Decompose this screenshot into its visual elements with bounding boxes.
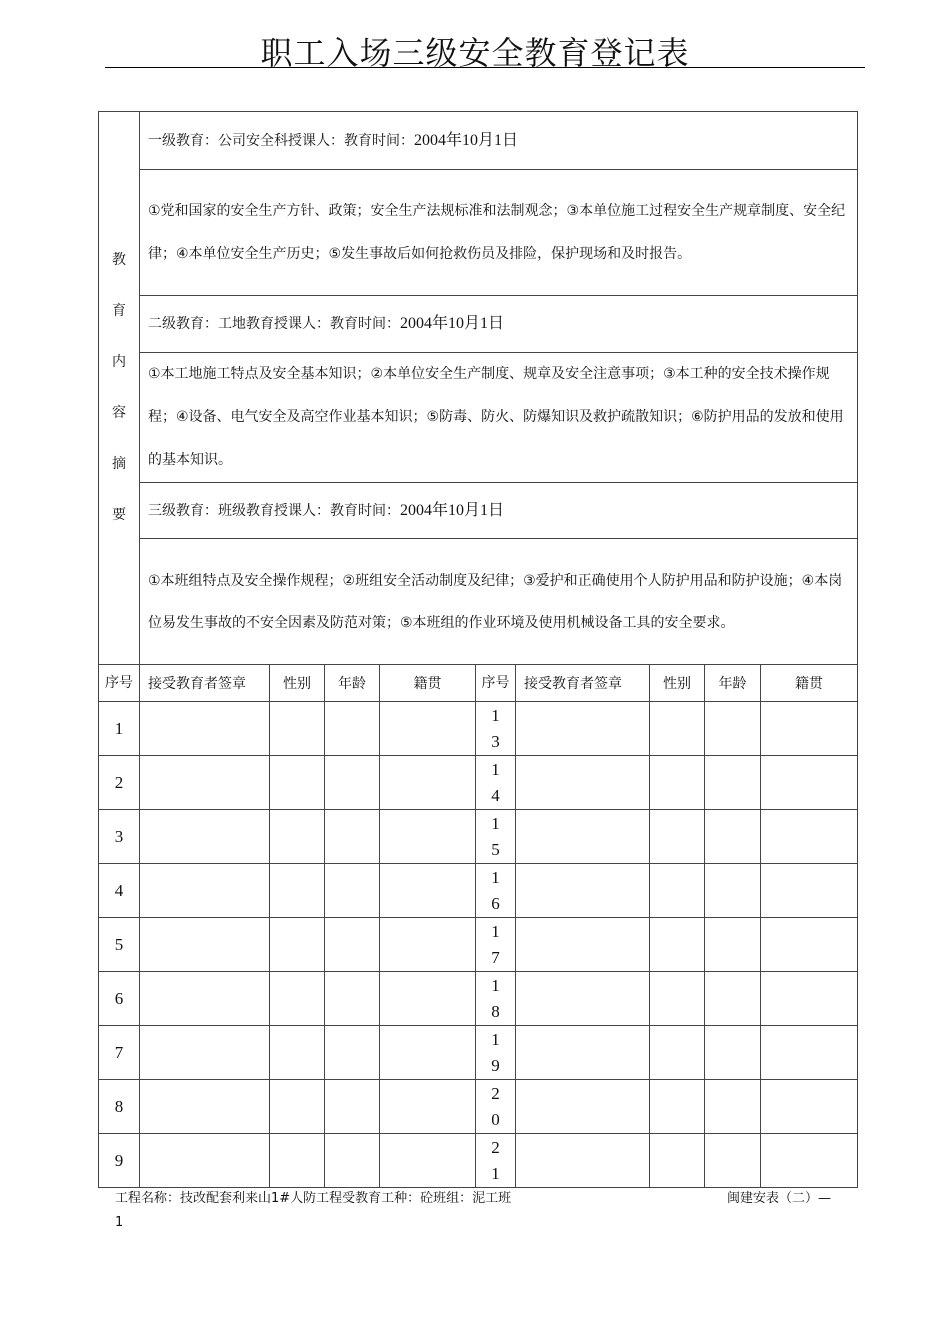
gender-cell[interactable] xyxy=(270,918,325,972)
education-content-summary-label xyxy=(99,112,140,665)
origin-cell[interactable] xyxy=(761,1026,858,1080)
side-char: 育 xyxy=(112,303,126,319)
seq-right: 15 xyxy=(476,810,516,864)
table-row xyxy=(99,702,858,756)
origin-cell[interactable] xyxy=(761,702,858,756)
origin-cell[interactable] xyxy=(380,702,476,756)
seq-right: 18 xyxy=(476,972,516,1026)
table-row xyxy=(99,810,858,864)
age-cell[interactable] xyxy=(705,756,761,810)
signature-cell[interactable] xyxy=(516,864,650,918)
level-2-heading-text: 二级教育：工地教育授课人：教育时间： xyxy=(148,316,400,332)
gender-cell[interactable] xyxy=(650,810,705,864)
table-row xyxy=(99,918,858,972)
origin-cell[interactable] xyxy=(761,918,858,972)
seq-left: 1 xyxy=(99,702,140,756)
age-cell[interactable] xyxy=(705,810,761,864)
page-title: 职工入场三级安全教育登记表 xyxy=(260,34,690,72)
origin-cell[interactable] xyxy=(380,972,476,1026)
seq-left: 5 xyxy=(99,918,140,972)
gender-cell[interactable] xyxy=(270,810,325,864)
gender-cell[interactable] xyxy=(650,972,705,1026)
origin-cell[interactable] xyxy=(761,972,858,1026)
project-info: 工程名称：技改配套利来山1#人防工程受教育工种：砼班组：泥工班 xyxy=(115,1191,512,1206)
side-char: 容 xyxy=(112,405,126,421)
col-origin-left: 籍贯 xyxy=(380,665,476,702)
signature-cell[interactable] xyxy=(140,972,270,1026)
col-seq-left: 序号 xyxy=(99,665,140,702)
origin-cell[interactable] xyxy=(380,864,476,918)
origin-cell[interactable] xyxy=(380,918,476,972)
col-gender-right: 性别 xyxy=(650,665,705,702)
level-3-date: 2004年10月1日 xyxy=(400,501,505,519)
signature-cell[interactable] xyxy=(516,1134,650,1188)
seq-right: 16 xyxy=(476,864,516,918)
gender-cell[interactable] xyxy=(650,918,705,972)
origin-cell[interactable] xyxy=(761,864,858,918)
age-cell[interactable] xyxy=(705,1080,761,1134)
origin-cell[interactable] xyxy=(380,1026,476,1080)
table-row xyxy=(99,1080,858,1134)
origin-cell[interactable] xyxy=(380,1134,476,1188)
signature-cell[interactable] xyxy=(516,918,650,972)
seq-right: 20 xyxy=(476,1080,516,1134)
level-1-date: 2004年10月1日 xyxy=(414,131,519,149)
age-cell[interactable] xyxy=(705,918,761,972)
gender-cell[interactable] xyxy=(650,702,705,756)
level-2-topics: ①本工地施工特点及安全基本知识；②本单位安全生产制度、规章及安全注意事项；③本工种的安全技术操作规程；④设备、电气安全及高空作业基本知识；⑤防毒、防火、防爆知识及救护疏散知识；⑥防护用品的发放和使用的基本知识。 xyxy=(140,353,858,483)
seq-left: 8 xyxy=(99,1080,140,1134)
signature-cell[interactable] xyxy=(516,810,650,864)
level-2-heading xyxy=(140,296,858,353)
gender-cell[interactable] xyxy=(270,702,325,756)
side-char: 内 xyxy=(112,354,126,370)
age-cell[interactable] xyxy=(325,864,380,918)
gender-cell[interactable] xyxy=(270,1134,325,1188)
age-cell[interactable] xyxy=(325,1080,380,1134)
table-row xyxy=(99,864,858,918)
side-char: 要 xyxy=(112,507,126,523)
table-row xyxy=(99,1134,858,1188)
form-code: 闽建安表（二）— xyxy=(727,1191,832,1206)
level-3-heading-text: 三级教育：班级教育授课人：教育时间： xyxy=(148,502,400,519)
col-signature-left: 接受教育者签章 xyxy=(140,665,270,702)
col-seq-right: 序号 xyxy=(476,665,516,702)
signature-cell[interactable] xyxy=(140,756,270,810)
title-underline xyxy=(105,67,865,68)
seq-right: 14 xyxy=(476,756,516,810)
age-cell[interactable] xyxy=(325,1026,380,1080)
seq-left: 6 xyxy=(99,972,140,1026)
col-age-right: 年龄 xyxy=(705,665,761,702)
col-gender-left: 性别 xyxy=(270,665,325,702)
origin-cell[interactable] xyxy=(761,1080,858,1134)
age-cell[interactable] xyxy=(325,1134,380,1188)
seq-left: 3 xyxy=(99,810,140,864)
gender-cell[interactable] xyxy=(650,1080,705,1134)
origin-cell[interactable] xyxy=(380,810,476,864)
age-cell[interactable] xyxy=(325,918,380,972)
level-3-topics: ①本班组特点及安全操作规程；②班组安全活动制度及纪律；③爱护和正确使用个人防护用品和防护设施；④本岗位易发生事故的不安全因素及防范对策；⑤本班组的作业环境及使用机械设备工具的安全要求。 xyxy=(140,539,858,665)
age-cell[interactable] xyxy=(325,702,380,756)
seq-right: 21 xyxy=(476,1134,516,1188)
col-age-left: 年龄 xyxy=(325,665,380,702)
signature-cell[interactable] xyxy=(140,810,270,864)
age-cell[interactable] xyxy=(705,972,761,1026)
gender-cell[interactable] xyxy=(270,864,325,918)
origin-cell[interactable] xyxy=(380,756,476,810)
level-1-heading-text: 一级教育：公司安全科授课人：教育时间： xyxy=(148,132,414,149)
signature-cell[interactable] xyxy=(140,918,270,972)
signature-cell[interactable] xyxy=(516,756,650,810)
col-origin-right: 籍贯 xyxy=(761,665,858,702)
origin-cell[interactable] xyxy=(380,1080,476,1134)
signature-cell[interactable] xyxy=(516,972,650,1026)
signature-cell[interactable] xyxy=(516,1026,650,1080)
gender-cell[interactable] xyxy=(270,756,325,810)
signature-cell[interactable] xyxy=(140,1026,270,1080)
age-cell[interactable] xyxy=(705,1134,761,1188)
table-row xyxy=(99,972,858,1026)
age-cell[interactable] xyxy=(705,1026,761,1080)
col-signature-right: 接受教育者签章 xyxy=(516,665,650,702)
seq-right: 17 xyxy=(476,918,516,972)
seq-left: 9 xyxy=(99,1134,140,1188)
education-register-table xyxy=(98,111,858,1188)
table-row xyxy=(99,756,858,810)
age-cell[interactable] xyxy=(705,864,761,918)
origin-cell[interactable] xyxy=(761,810,858,864)
signature-table-header xyxy=(99,665,858,702)
age-cell[interactable] xyxy=(325,972,380,1026)
signature-cell[interactable] xyxy=(140,864,270,918)
level-2-date: 2004年10月1日 xyxy=(400,315,505,332)
gender-cell[interactable] xyxy=(650,1134,705,1188)
seq-right: 19 xyxy=(476,1026,516,1080)
seq-right: 13 xyxy=(476,702,516,756)
signature-cell[interactable] xyxy=(140,1080,270,1134)
gender-cell[interactable] xyxy=(270,1080,325,1134)
gender-cell[interactable] xyxy=(270,972,325,1026)
origin-cell[interactable] xyxy=(761,1134,858,1188)
signature-cell[interactable] xyxy=(140,702,270,756)
gender-cell[interactable] xyxy=(650,1026,705,1080)
gender-cell[interactable] xyxy=(650,864,705,918)
age-cell[interactable] xyxy=(325,810,380,864)
seq-left: 4 xyxy=(99,864,140,918)
level-1-topics: ①党和国家的安全生产方针、政策；安全生产法规标准和法制观念；③本单位施工过程安全生产规章制度、安全纪律；④本单位安全生产历史；⑤发生事故后如何抢救伤员及排险，保护现场和及时报告。 xyxy=(140,170,858,296)
level-3-heading xyxy=(140,483,858,539)
signature-cell[interactable] xyxy=(516,702,650,756)
age-cell[interactable] xyxy=(325,756,380,810)
age-cell[interactable] xyxy=(705,702,761,756)
gender-cell[interactable] xyxy=(650,756,705,810)
signature-cell[interactable] xyxy=(516,1080,650,1134)
side-char: 教 xyxy=(112,252,126,268)
signature-cell[interactable] xyxy=(140,1134,270,1188)
gender-cell[interactable] xyxy=(270,1026,325,1080)
page-number: 1 xyxy=(115,1215,124,1230)
seq-left: 7 xyxy=(99,1026,140,1080)
table-row xyxy=(99,1026,858,1080)
side-char: 摘 xyxy=(112,456,126,472)
origin-cell[interactable] xyxy=(761,756,858,810)
seq-left: 2 xyxy=(99,756,140,810)
level-1-heading xyxy=(140,112,858,170)
